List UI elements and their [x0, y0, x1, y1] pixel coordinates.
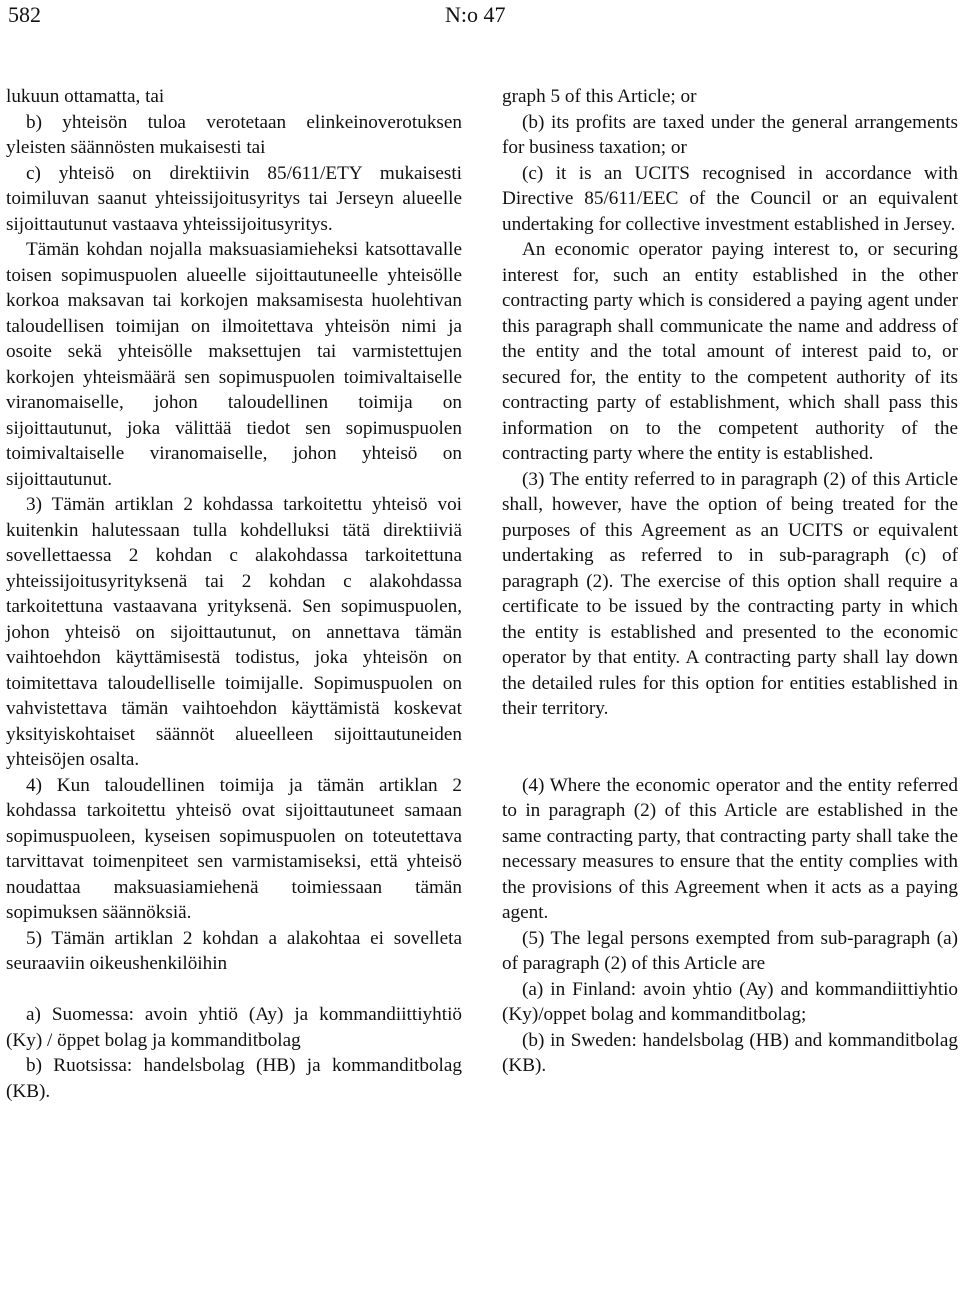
page-number: 582: [8, 2, 41, 27]
page-header: [0, 0, 960, 36]
paragraph: (a) in Finland: avoin yhtio (Ay) and kommandiittiyhtio (Ky)/oppet bolag and kommanditbolag;: [502, 978, 958, 1025]
paragraph: (5) The legal persons exempted from sub-paragraph (a) of paragraph (2) of this Article are: [502, 927, 958, 974]
paragraph: (c) it is an UCITS recognised in accordance with Directive 85/611/EEC of the Council or an equivalent undertaking for collective investment established in Jersey.: [502, 162, 958, 235]
finnish-column: [6, 84, 462, 1104]
paragraph: 4) Kun taloudellinen toimija ja tämän artiklan 2 kohdassa tarkoitettu yhteisö ovat sijoittautuneet samaan sopimuspuoleen, kyseisen sopimuspuolen on toteutettava tarvittavat toimenpiteet sen varmistamiseksi, että yhteisö noudattaa maksuasiamiehenä toimiessaan tämän sopimuksen säännöksiä.: [6, 774, 462, 923]
paragraph: graph 5 of this Article; or: [502, 86, 697, 107]
spacer: [6, 977, 462, 1003]
issue-number: N:o 47: [445, 2, 506, 27]
english-column: [502, 84, 958, 1079]
paragraph: (b) its profits are taxed under the general arrangements for business taxation; or: [502, 111, 958, 158]
paragraph: lukuun ottamatta, tai: [6, 86, 165, 107]
paragraph: b) Ruotsissa: handelsbolag (HB) ja kommanditbolag (KB).: [6, 1055, 462, 1102]
spacer: [502, 722, 958, 773]
paragraph: b) yhteisön tuloa verotetaan elinkeinoverotuksen yleisten säännösten mukaisesti tai: [6, 111, 462, 158]
paragraph: Tämän kohdan nojalla maksuasiamieheksi katsottavalle toisen sopimuspuolen alueelle sijoittautuneelle yhteisölle korkoa maksavan tai korkojen maksamisesta huolehtivan taloudellisen toimijan on ilmoitettava yhteisön nimi ja osoite sekä yhteisölle maksettujen tai varmistettujen korkojen yhteismäärä sen sopimuspuolen toimivaltaiselle viranomaiselle, johon taloudellinen toimija on sijoittautunut, joka välittää tiedot sen sopimuspuolen toimivaltaiselle viranomaiselle, johon yhteisö on sijoittautunut.: [6, 239, 462, 490]
paragraph: (b) in Sweden: handelsbolag (HB) and kommanditbolag (KB).: [502, 1029, 958, 1076]
paragraph: (4) Where the economic operator and the entity referred to in paragraph (2) of this Article are established in the same contracting party, that contracting party shall take the necessary measures to ensure that the entity complies with the provisions of this Agreement when it acts as a paying agent.: [502, 774, 958, 923]
paragraph: c) yhteisö on direktiivin 85/611/ETY mukaisesti toimiluvan saanut yhteissijoitusyritys tai Jerseyn alueelle sijoittautunut vastaava yhteissijoitusyritys.: [6, 162, 462, 235]
paragraph: An economic operator paying interest to, or securing interest for, such an entity established in the other contracting party which is considered a paying agent under this paragraph shall communicate the name and address of the entity and the total amount of interest paid to, or secured for, the entity to the competent authority of its contracting party of establishment, which shall pass this information on to the competent authority of the contracting party where the entity is established.: [502, 239, 958, 464]
paragraph: (3) The entity referred to in paragraph (2) of this Article shall, however, have the option of being treated for the purposes of this Agreement as an UCITS or equivalent undertaking as referred to in sub-paragraph (c) of paragraph (2). The exercise of this option shall require a certificate to be issued by the contracting party in which the entity is established and presented to the economic operator by that entity. A contracting party shall lay down the detailed rules for this option for entities established in their territory.: [502, 468, 958, 719]
paragraph: a) Suomessa: avoin yhtiö (Ay) ja kommandiittiyhtiö (Ky) / öppet bolag ja kommanditbolag: [6, 1004, 462, 1051]
paragraph: 5) Tämän artiklan 2 kohdan a alakohtaa ei sovelleta seuraaviin oikeushenkilöihin: [6, 927, 462, 974]
paragraph: 3) Tämän artiklan 2 kohdassa tarkoitettu yhteisö voi kuitenkin halutessaan tulla kohdelluksi tätä direktiiviä sovellettaessa 2 kohdan c alakohdassa tarkoitettuna yhteissijoitusyrityksenä tai 2 kohdan c alakohdassa tarkoitettuna vastaavana yrityksenä. Sen sopimuspuolen, johon yhteisö on sijoittautunut, on annettava tämän vaihtoehdon käyttämisestä todistus, joka yhteisön on toimitettava taloudelliselle toimijalle. Sopimuspuolen on vahvistettava tämän vaihtoehdon käyttämistä koskevat yksityiskohtaiset säännöt alueelleen sijoittautuneiden yhteisöjen osalta.: [6, 494, 462, 770]
